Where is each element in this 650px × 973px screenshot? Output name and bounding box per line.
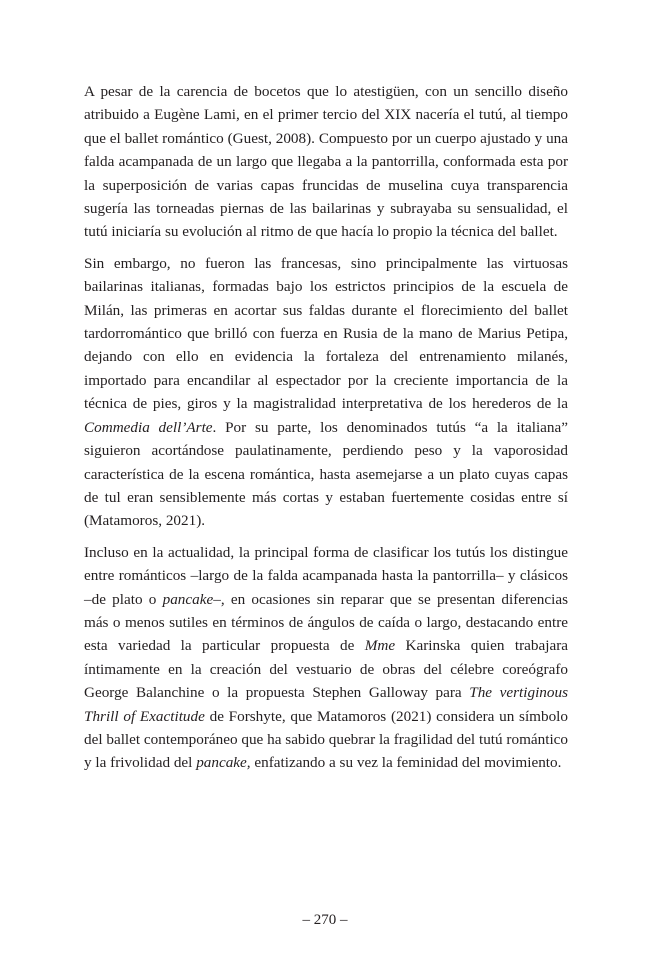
italic-text: pancake bbox=[162, 590, 214, 608]
paragraph-2 bbox=[84, 252, 568, 533]
italic-text: Mme bbox=[364, 637, 396, 655]
italic-text: The vertiginous Thrill of Exactitude bbox=[84, 684, 568, 725]
text-run: Karinska quien trabajara íntimamente en la creación del vestuario de obras del célebre coreógrafo George Balanchine o la propuesta Stephen Galloway para bbox=[84, 637, 568, 702]
text-run: . Por su parte, los denominados tutús “a la italiana” siguieron acortándose paulatinamente, perdiendo peso y la vaporosidad característica de la escena romántica, hasta asemejarse a un plato cuyas capas de tul eran sensiblemente más cortas y estaban fuertemente cosidas entre sí (Matamoros, 2021). bbox=[84, 418, 568, 530]
text-run: –, en ocasiones sin reparar que se presentan diferencias más o menos sutiles en términos de ángulos de caída o largo, destacando entre esta variedad la particular propuesta de bbox=[84, 590, 568, 655]
text-run: Incluso en la actualidad, la principal forma de clasificar los tutús los distingue entre románticos –largo de la falda acampanada hasta la pantorrilla– y clásicos –de plato o bbox=[84, 543, 568, 608]
paragraph-1 bbox=[84, 80, 568, 244]
italic-text: pancake, bbox=[196, 754, 251, 772]
page-number: – 270 – bbox=[302, 912, 348, 928]
body-text bbox=[84, 80, 568, 783]
text-run: de Forshyte, que Matamoros (2021) considera un símbolo del ballet contemporáneo que ha sabido quebrar la fragilidad del tutú romántico y la frivolidad del bbox=[84, 707, 568, 772]
text-run: A pesar de la carencia de bocetos que lo atestigüen, con un sencillo diseño atribuido a Eugène Lami, en el primer tercio del XIX nacería el tutú, al tiempo que el ballet romántico (Guest, 2008). Compuesto por un cuerpo ajustado y una falda acampanada de un largo que llegaba a la pantorrilla, conformada esta por la superposición de varias capas fruncidas de muselina cuya transparencia sugería las torneadas piernas de las bailarinas y subrayaba su sensualidad, el tutú iniciaría su evolución al ritmo de que hacía lo propio la técnica del ballet. bbox=[84, 83, 568, 241]
paragraph-3 bbox=[84, 541, 568, 775]
italic-text: Commedia dell’Arte bbox=[84, 418, 213, 436]
text-run: enfatizando a su vez la feminidad del movimiento. bbox=[250, 754, 562, 772]
text-run: Sin embargo, no fueron las francesas, sino principalmente las virtuosas bailarinas italianas, formadas bajo los estrictos principios de la escuela de Milán, las primeras en acortar sus faldas durante el florecimiento del ballet tardorromántico que brilló con fuerza en Rusia de la mano de Marius Petipa, dejando con ello en evidencia la fortaleza del entrenamiento milanés, importado para encandilar al espectador por la creciente importancia de la técnica de pies, giros y la magistralidad interpretativa de los herederos de la bbox=[84, 254, 568, 413]
